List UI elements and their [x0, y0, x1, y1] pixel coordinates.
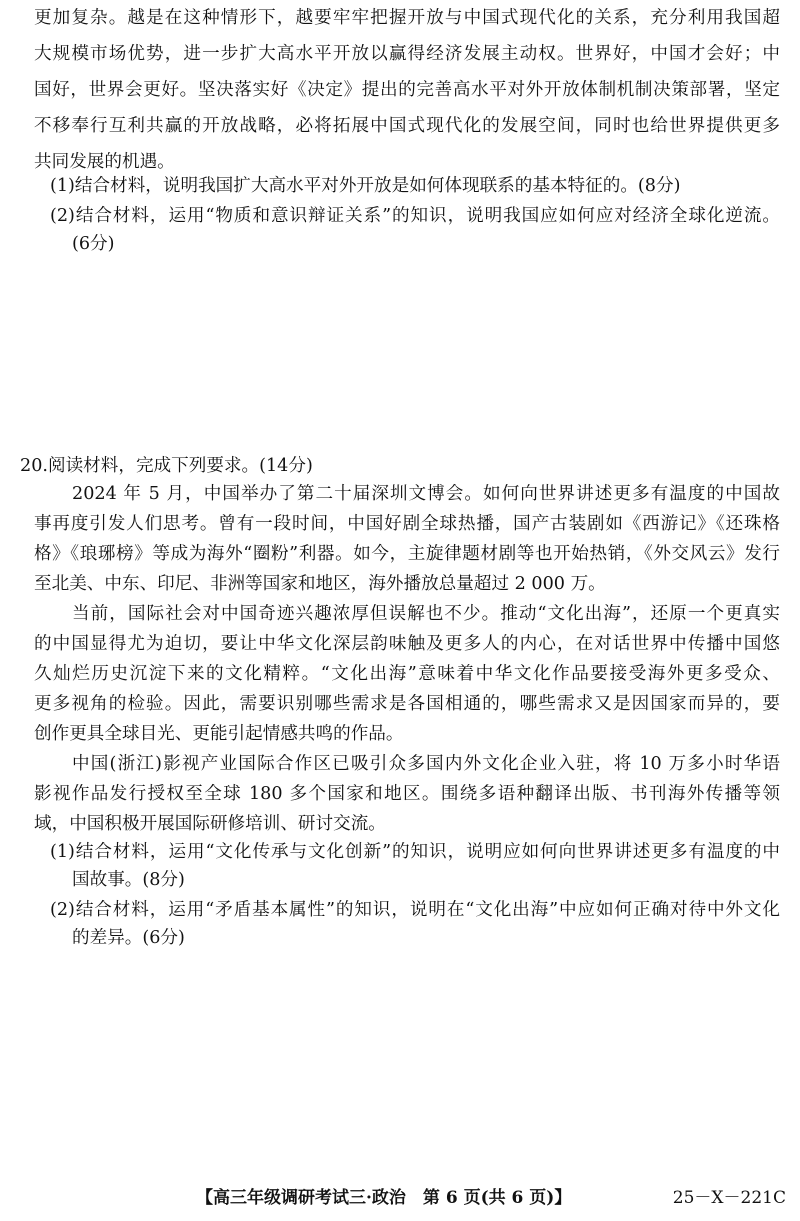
q19-material-line-1: 更加复杂。越是在这种情形下，越要牢牢把握开放与中国式现代化的关系，充分利用我国超 — [34, 8, 780, 28]
q20-heading: 20.阅读材料，完成下列要求。(14分) — [20, 456, 313, 476]
q20-p3-line-1: 中国(浙江)影视产业国际合作区已吸引众多国内外文化企业入驻，将 10 万多小时华语 — [72, 754, 780, 774]
q20-sub-question-1-line-1: (1)结合材料，运用“文化传承与文化创新”的知识，说明应如何向世界讲述更多有温度的中 — [50, 842, 780, 862]
q20-sub-question-2-line-2: 的差异。(6分) — [72, 928, 185, 948]
q19-sub-question-2-line-2: (6分) — [72, 234, 115, 254]
q20-p2-line-1: 当前，国际社会对中国奇迹兴趣浓厚但误解也不少。推动“文化出海”，还原一个更真实 — [72, 604, 780, 624]
q19-material-line-4: 不移奉行互利共赢的开放战略，必将拓展中国式现代化的发展空间，同时也给世界提供更多 — [34, 116, 780, 136]
q20-p1-line-1: 2024 年 5 月，中国举办了第二十届深圳文博会。如何向世界讲述更多有温度的中国故 — [72, 484, 780, 504]
q20-p2-line-2: 的中国显得尤为迫切，要让中华文化深层韵味触及更多人的内心，在对话世界中传播中国悠 — [34, 634, 780, 654]
q19-sub-question-2-line-1: (2)结合材料，运用“物质和意识辩证关系”的知识，说明我国应如何应对经济全球化逆流。 — [50, 206, 780, 226]
footer-exam-code: 25－X－221C — [672, 1188, 786, 1208]
q20-p3-line-2: 影视作品发行授权至全球 180 多个国家和地区。围绕多语种翻译出版、书刊海外传播等领 — [34, 784, 780, 804]
q19-material-line-2: 大规模市场优势，进一步扩大高水平开放以赢得经济发展主动权。世界好，中国才会好；中 — [34, 44, 780, 64]
q20-p2-line-3: 久灿烂历史沉淀下来的文化精粹。“文化出海”意味着中华文化作品要接受海外更多受众、 — [34, 664, 780, 684]
q20-p1-line-4: 至北美、中东、印尼、非洲等国家和地区，海外播放总量超过 2 000 万。 — [34, 574, 606, 594]
q20-p3-line-3: 域，中国积极开展国际研修培训、研讨交流。 — [34, 814, 386, 834]
q20-p1-line-2: 事再度引发人们思考。曾有一段时间，中国好剧全球热播，国产古装剧如《西游记》《还珠格 — [34, 514, 780, 534]
q20-p1-line-3: 格》《琅琊榜》等成为海外“圈粉”利器。如今，主旋律题材剧等也开始热销，《外交风云》发行 — [34, 544, 780, 564]
q19-material-line-3: 国好，世界会更好。坚决落实好《决定》提出的完善高水平对外开放体制机制决策部署，坚定 — [34, 80, 780, 100]
q20-p2-line-4: 更多视角的检验。因此，需要识别哪些需求是各国相通的，哪些需求又是因国家而异的，要 — [34, 694, 780, 714]
q19-sub-question-1: (1)结合材料，说明我国扩大高水平对外开放是如何体现联系的基本特征的。(8分) — [50, 176, 681, 196]
q20-p2-line-5: 创作更具全球目光、更能引起情感共鸣的作品。 — [34, 724, 404, 744]
q20-sub-question-1-line-2: 国故事。(8分) — [72, 870, 185, 890]
q19-material-line-5: 共同发展的机遇。 — [34, 152, 175, 172]
q20-sub-question-2-line-1: (2)结合材料，运用“矛盾基本属性”的知识，说明在“文化出海”中应如何正确对待中外文化 — [50, 900, 780, 920]
footer-page-info: 【高三年级调研考试三·政治 第 6 页(共 6 页)】 — [196, 1188, 572, 1208]
